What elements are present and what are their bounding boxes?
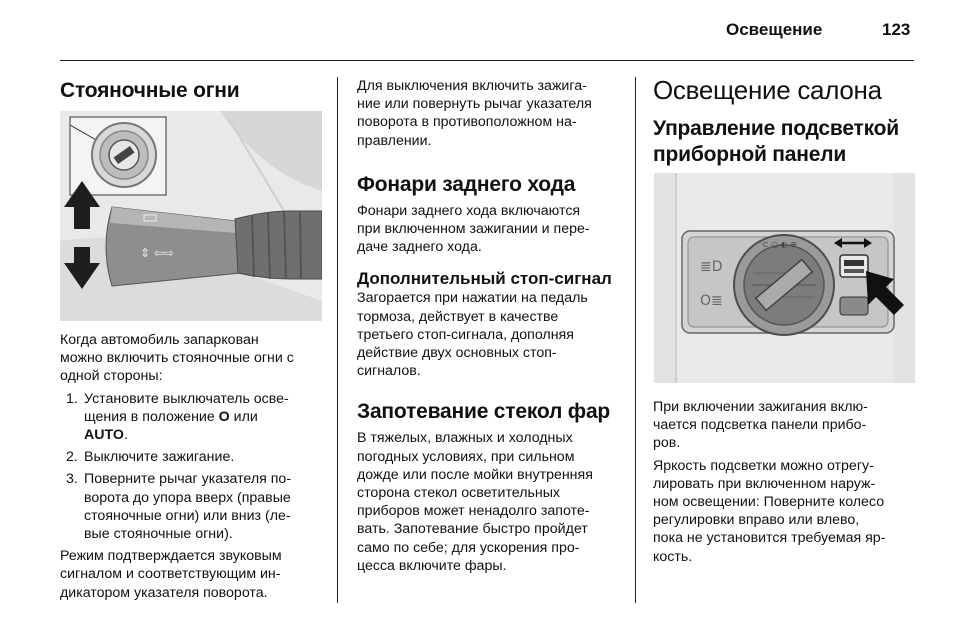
column-3-text — [653, 398, 918, 566]
brake-light-heading: Дополнительный стоп-сигнал — [357, 269, 612, 289]
switch-position-auto: AUTO — [84, 427, 124, 444]
text-line: или — [229, 408, 258, 425]
page-number: 123 — [882, 20, 911, 39]
headlamp-fogging-heading: Запотевание стекол фар — [357, 400, 611, 424]
column-divider — [337, 77, 338, 603]
text-line: Когда автомобиль запаркован — [60, 332, 259, 348]
text-line: при включенном зажигании и пере- — [357, 221, 590, 238]
text-line: тормоза, действует в качестве — [357, 308, 559, 325]
column-divider — [635, 77, 636, 603]
parking-lights-heading: Стояночные огни — [60, 79, 240, 102]
text-line: ние или повернуть рычаг указателя — [357, 96, 592, 113]
text-line: щения в положение — [84, 408, 219, 425]
text-line: Выключите зажигание. — [84, 449, 235, 466]
list-item — [60, 448, 330, 466]
text-line: Для выключения включить зажига- — [357, 78, 587, 94]
text-line: одной стороны: — [60, 368, 163, 385]
header-rule — [60, 60, 914, 61]
svg-text:⊂ ○ ◐ ⊕: ⊂ ○ ◐ ⊕ — [762, 240, 797, 249]
interior-lighting-heading: Освещение салона — [653, 75, 882, 105]
svg-text:O≣: O≣ — [700, 293, 723, 309]
illumination-brightness-text — [653, 457, 918, 566]
column-1-text — [60, 331, 330, 602]
text-line: регулировки вправо или влево, — [653, 512, 860, 529]
headlamp-fogging-text — [357, 429, 625, 575]
turn-signal-lever-icon — [60, 111, 322, 321]
step-number: 1. — [66, 390, 78, 407]
text-line: приборов может ненадолго запоте- — [357, 503, 590, 520]
switch-position-o: O — [218, 408, 230, 425]
brake-light-text — [357, 289, 625, 380]
text-line: В тяжелых, влажных и холодных — [357, 430, 573, 447]
text-line: Загорается при нажатии на педаль — [357, 290, 588, 307]
text-line: Поверните рычаг указателя по- — [84, 471, 292, 488]
text-line: чается подсветка панели прибо- — [653, 417, 867, 434]
parking-lights-off-text — [357, 77, 625, 150]
svg-text:⇕ ⇦⇨: ⇕ ⇦⇨ — [140, 246, 174, 260]
text-line: Яркость подсветки можно отрегу- — [653, 457, 874, 474]
text-line: правлении. — [357, 132, 432, 149]
svg-text:≣D: ≣D — [700, 259, 723, 275]
column-1 — [60, 78, 325, 104]
text-line: сторона стекол осветительных — [357, 485, 561, 502]
text-line: Фонари заднего хода включаются — [357, 202, 581, 219]
column-3 — [653, 74, 918, 168]
text-line: поворота в противоположном на- — [357, 114, 577, 131]
parking-lights-steps — [60, 390, 330, 544]
text-line: приборной панели — [653, 143, 847, 166]
header-section-title: Освещение — [726, 20, 823, 39]
list-item — [60, 390, 330, 445]
illumination-on-text — [653, 398, 918, 453]
text-line: можно включить стояночные огни с — [60, 350, 294, 367]
light-switch-panel-icon — [654, 173, 915, 383]
text-line: даче заднего хода. — [357, 239, 482, 256]
text-line: лировать при включенном наруж- — [653, 475, 876, 492]
text-line: Установите выключатель осве- — [84, 390, 289, 407]
text-line: третьего стоп-сигнала, дополняя — [357, 326, 574, 343]
text-line: дожде или после мойки внутренняя — [357, 466, 593, 483]
text-line: ров. — [653, 435, 681, 452]
text-line: ном освещении: Поверните колесо — [653, 494, 885, 511]
step-number: 2. — [66, 449, 78, 466]
text-line: цесса включите фары. — [357, 557, 507, 574]
list-item — [60, 470, 330, 543]
text-line: сигналом и соответствующим ин- — [60, 566, 281, 583]
instrument-illumination-heading — [653, 116, 918, 168]
text-line: вать. Запотевание быстро пройдет — [357, 521, 588, 538]
text-line: действие двух основных стоп- — [357, 345, 557, 362]
text-line: стояночные огни) или вниз (ле- — [84, 507, 291, 524]
reverse-lights-text — [357, 202, 625, 257]
text-line: При включении зажигания вклю- — [653, 399, 868, 415]
text-line: вые стояночные огни). — [84, 526, 233, 543]
parking-lights-intro — [60, 331, 330, 386]
text-line: . — [123, 427, 128, 444]
step-number: 3. — [66, 471, 78, 488]
text-line: дикатором указателя поворота. — [60, 584, 268, 601]
column-2 — [357, 77, 625, 575]
text-line: Режим подтверждается звуковым — [60, 548, 282, 565]
text-line: сигналов. — [357, 363, 421, 380]
text-line: ворота до упора вверх (правые — [84, 489, 291, 506]
text-line: пока не установится требуемая яр- — [653, 530, 886, 547]
turn-signal-lever-figure — [60, 111, 322, 321]
reverse-lights-heading: Фонари заднего хода — [357, 172, 576, 196]
text-line: Управление подсветкой — [653, 117, 899, 140]
text-line: кость. — [653, 548, 693, 565]
parking-lights-closing — [60, 547, 330, 602]
light-switch-panel-figure — [654, 173, 915, 383]
text-line: погодных условиях, при сильном — [357, 448, 575, 465]
text-line: само по себе; для ускорения про- — [357, 539, 580, 556]
